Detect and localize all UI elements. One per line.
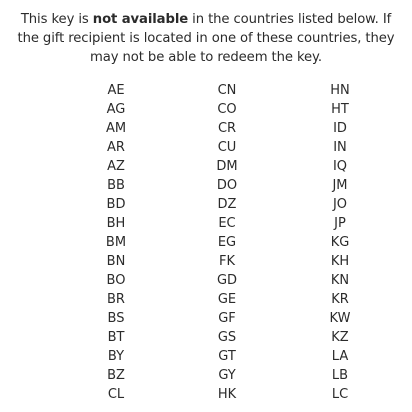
country-code: CR (217, 121, 237, 136)
country-code: GF (218, 311, 236, 326)
country-code: EG (217, 235, 237, 250)
country-code: AM (105, 121, 127, 136)
country-code: KG (330, 235, 350, 250)
country-column-3 (300, 81, 380, 404)
country-code: HN (330, 83, 350, 98)
country-code: BD (106, 197, 126, 212)
country-code: BZ (107, 368, 125, 383)
country-code: LA (331, 349, 349, 364)
country-code: AE (107, 83, 125, 98)
country-code: GT (218, 349, 236, 364)
country-code: LC (331, 387, 349, 402)
country-code: BN (106, 254, 126, 269)
country-code: BR (107, 292, 125, 307)
country-code: GE (217, 292, 237, 307)
country-code: DO (216, 178, 238, 193)
country-code: JM (332, 178, 348, 193)
country-code: BO (106, 273, 126, 288)
country-code: JP (334, 216, 346, 231)
country-code: CL (107, 387, 125, 402)
country-code: BS (107, 311, 125, 326)
country-code: BB (107, 178, 125, 193)
country-code: FK (218, 254, 235, 269)
restriction-notice (10, 10, 402, 67)
country-code: BT (107, 330, 125, 345)
country-code: KW (329, 311, 351, 326)
country-code: AR (107, 140, 125, 155)
notice-text-after: in the countries listed below. If the gift recipient is located in one of these countries, they may not be able to redeem the key. (17, 12, 395, 65)
country-code: IQ (332, 159, 348, 174)
country-code: BM (105, 235, 127, 250)
country-code: HK (217, 387, 237, 402)
country-code: EC (218, 216, 236, 231)
country-code: GY (218, 368, 236, 383)
country-code: BY (107, 349, 125, 364)
country-code: DM (216, 159, 238, 174)
country-code: KH (330, 254, 350, 269)
country-code: JO (332, 197, 348, 212)
country-code: CO (217, 102, 237, 117)
country-code: AG (106, 102, 126, 117)
country-code: AZ (107, 159, 125, 174)
notice-text-before: This key is (20, 12, 93, 27)
country-column-1 (76, 81, 156, 404)
country-code: IN (333, 140, 347, 155)
country-code: KZ (331, 330, 349, 345)
country-code: DZ (217, 197, 237, 212)
country-code: GD (216, 273, 238, 288)
country-code: KN (330, 273, 350, 288)
notice-text-emphasis: not available (92, 12, 189, 27)
country-code: ID (333, 121, 347, 136)
country-code: HT (331, 102, 349, 117)
country-code: BH (106, 216, 126, 231)
country-column-2 (187, 81, 267, 404)
country-code: LB (331, 368, 349, 383)
country-code: CN (217, 83, 237, 98)
country-code: KR (331, 292, 349, 307)
country-code: GS (217, 330, 237, 345)
country-code: CU (217, 140, 237, 155)
